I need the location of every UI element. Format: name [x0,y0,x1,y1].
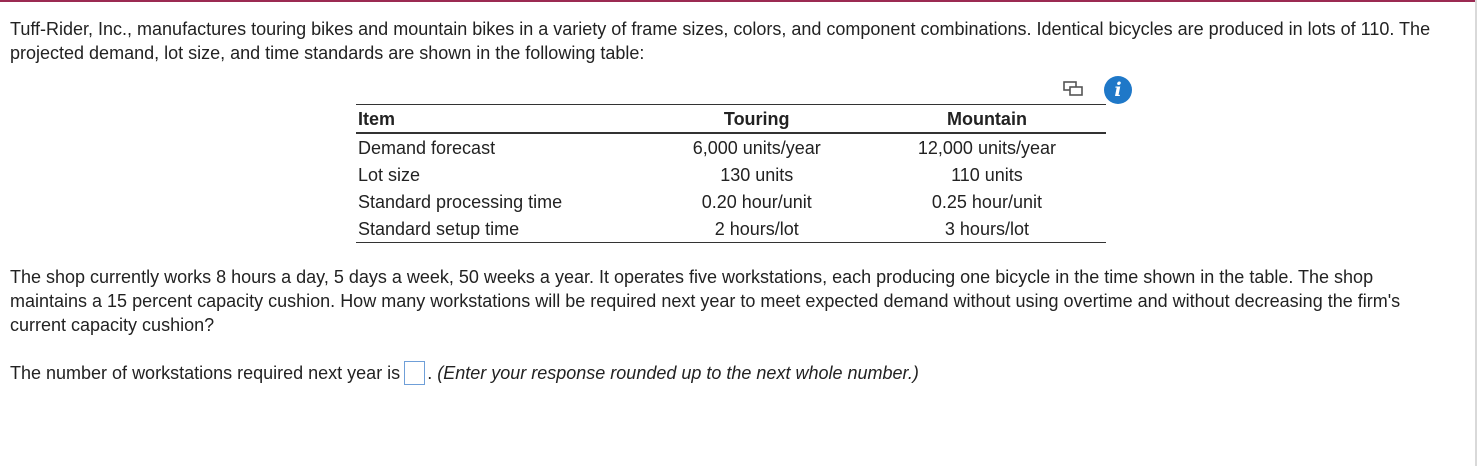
row-label: Lot size [358,164,421,185]
mountain-value: 12,000 units/year [917,137,1056,158]
row-label: Standard setup time [358,218,520,239]
top-border [0,0,1477,2]
touring-value: 6,000 units/year [692,137,821,158]
touring-value: 130 units [720,164,794,185]
row-label: Demand forecast [358,137,496,158]
copy-icon[interactable] [1063,81,1083,97]
answer-period: . [427,363,433,383]
touring-value: 2 hours/lot [714,218,799,239]
header-mountain: Mountain [946,108,1027,129]
row-label: Standard processing time [358,191,563,212]
problem-intro: Tuff-Rider, Inc., manufactures touring bikes and mountain bikes in a variety of frame sizes, colors, and component combinations. Identical bicycles are produced in lots of 110. The projected demand, lot size, and time standards are shown in the following table: [10,19,1431,63]
mountain-value: 0.25 hour/unit [931,191,1042,212]
table-row [356,161,1106,188]
mountain-value: 3 hours/lot [944,218,1029,239]
answer-hint: (Enter your response rounded up to the next whole number.) [437,363,919,383]
mountain-value: 110 units [951,164,1023,185]
answer-prompt: The number of workstations required next year is [10,363,401,383]
touring-value: 0.20 hour/unit [701,191,812,212]
table-header-row [356,105,1106,134]
header-item: Item [358,108,396,129]
info-icon[interactable]: i [1104,76,1132,104]
data-table [356,104,1106,243]
header-touring: Touring [723,108,790,129]
answer-input[interactable] [404,361,425,385]
table-row [356,188,1106,215]
problem-question: The shop currently works 8 hours a day, 5 days a week, 50 weeks a year. It operates five workstations, each producing one bicycle in the time shown in the table. The shop maintains a 15 percent capacity cushion. How many workstations will be required next year to meet expected demand without using overtime and without decreasing the firm's current capacity cushion? [10,267,1401,335]
answer-line [10,361,919,385]
table-row [356,215,1106,243]
table-row [356,133,1106,161]
